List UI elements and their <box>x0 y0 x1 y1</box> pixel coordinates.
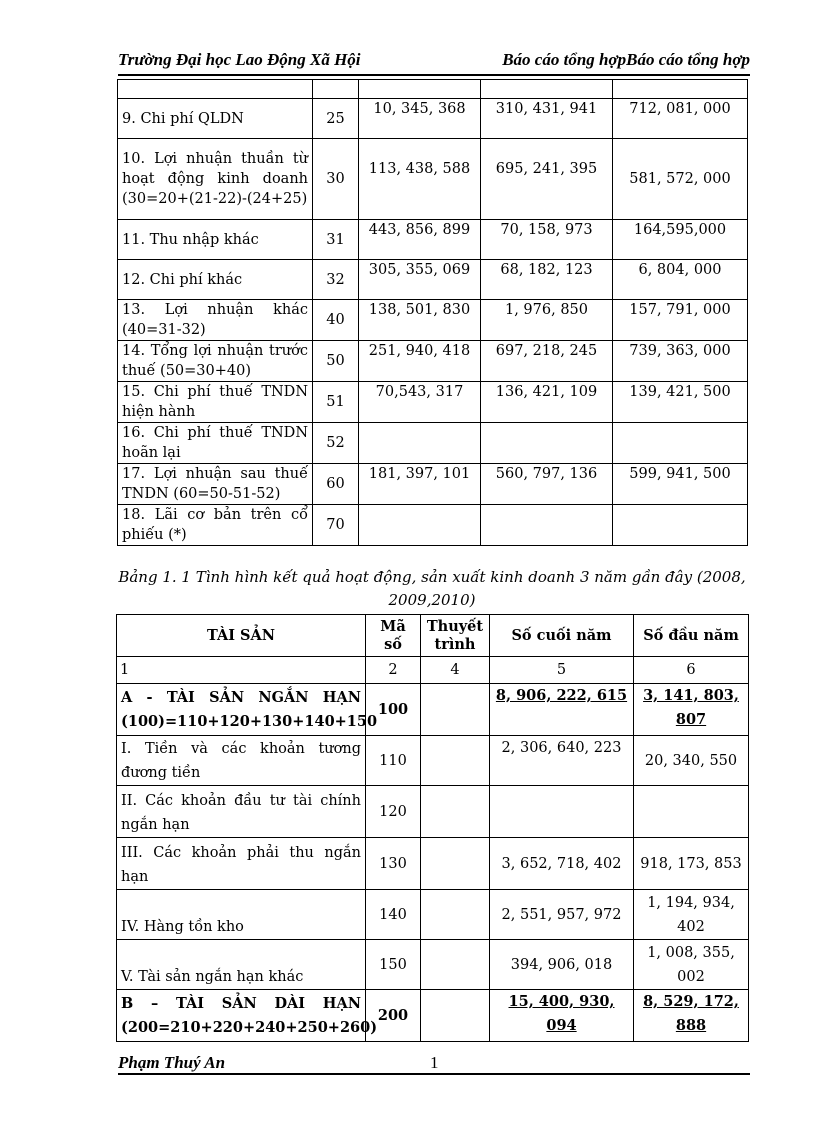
value-2010 <box>613 423 748 464</box>
table-row <box>117 786 749 838</box>
value-2009: 697, 218, 245 <box>481 341 613 382</box>
value-2008: 70,543, 317 <box>359 382 481 423</box>
value-2009: 136, 421, 109 <box>481 382 613 423</box>
value-end: 8, 906, 222, 615 <box>490 684 634 736</box>
row-label: 17. Lợi nhuận sau thuế TNDN (60=50-51-52) <box>118 464 313 505</box>
row-note <box>421 736 490 786</box>
row-label: I. Tiền và các khoản tương đương tiền <box>117 736 366 786</box>
table-row <box>118 99 748 139</box>
author-name: Phạm Thuý An <box>118 1053 226 1072</box>
row-code: 25 <box>313 99 359 139</box>
row-note <box>421 786 490 838</box>
row-label: 12. Chi phí khác <box>118 260 313 300</box>
row-label: 18. Lãi cơ bản trên cổ phiếu (*) <box>118 505 313 546</box>
row-code: 110 <box>366 736 421 786</box>
table-row <box>118 382 748 423</box>
value-2010: 581, 572, 000 <box>613 139 748 220</box>
row-code: 52 <box>313 423 359 464</box>
value-2010: 6, 804, 000 <box>613 260 748 300</box>
value-2009 <box>481 423 613 464</box>
value-2010: 164,595,000 <box>613 220 748 260</box>
column-header-code: Mã số <box>366 615 421 657</box>
table-row <box>117 684 749 736</box>
row-label: 16. Chi phí thuế TNDN hoãn lại <box>118 423 313 464</box>
table-row <box>118 80 748 99</box>
table-row <box>118 423 748 464</box>
value-2009: 70, 158, 973 <box>481 220 613 260</box>
value-2010: 712, 081, 000 <box>613 99 748 139</box>
value-2008: 10, 345, 368 <box>359 99 481 139</box>
row-code: 50 <box>313 341 359 382</box>
value-2009: 560, 797, 136 <box>481 464 613 505</box>
value-end: 15, 400, 930, 094 <box>490 990 634 1042</box>
table-row <box>118 260 748 300</box>
table-row <box>118 139 748 220</box>
row-label: 15. Chi phí thuế TNDN hiện hành <box>118 382 313 423</box>
value-2010: 739, 363, 000 <box>613 341 748 382</box>
value-2008: 251, 940, 418 <box>359 341 481 382</box>
column-header-note: Thuyết trình <box>421 615 490 657</box>
row-code: 100 <box>366 684 421 736</box>
row-code: 140 <box>366 890 421 940</box>
row-label: V. Tài sản ngắn hạn khác <box>117 940 366 990</box>
table-row <box>118 300 748 341</box>
value-2008: 113, 438, 588 <box>359 139 481 220</box>
value-end: 394, 906, 018 <box>490 940 634 990</box>
row-code: 200 <box>366 990 421 1042</box>
row-code: 60 <box>313 464 359 505</box>
table-row <box>117 838 749 890</box>
value-2010: 157, 791, 000 <box>613 300 748 341</box>
report-title: Báo cáo tổng hợpBáo cáo tổng hợp <box>502 50 750 69</box>
row-code: 120 <box>366 786 421 838</box>
row-label: 14. Tổng lợi nhuận trước thuế (50=30+40) <box>118 341 313 382</box>
value-2008: 181, 397, 101 <box>359 464 481 505</box>
row-note <box>421 890 490 940</box>
row-label: 10. Lợi nhuận thuần từ hoạt động kinh doanh (30=20+(21-22)-(24+25) <box>118 139 313 220</box>
value-2010: 139, 421, 500 <box>613 382 748 423</box>
value-end <box>490 786 634 838</box>
value-2009 <box>481 505 613 546</box>
row-label: 9. Chi phí QLDN <box>118 99 313 139</box>
table-row <box>118 341 748 382</box>
row-label: II. Các khoản đầu tư tài chính ngắn hạn <box>117 786 366 838</box>
page-footer <box>118 1053 750 1075</box>
column-header-start: Số đầu năm <box>634 615 749 657</box>
value-2008: 305, 355, 069 <box>359 260 481 300</box>
row-code: 31 <box>313 220 359 260</box>
balance-sheet-table <box>116 614 749 1042</box>
row-code: 150 <box>366 940 421 990</box>
row-note <box>421 990 490 1042</box>
table-row <box>117 990 749 1042</box>
row-code: 40 <box>313 300 359 341</box>
row-note <box>421 684 490 736</box>
row-label: IV. Hàng tồn kho <box>117 890 366 940</box>
row-code: 30 <box>313 139 359 220</box>
row-note <box>421 838 490 890</box>
income-statement-table <box>117 79 748 546</box>
row-label: B – TÀI SẢN DÀI HẠN (200=210+220+240+250+260) <box>117 990 366 1042</box>
table-row <box>118 220 748 260</box>
value-2008 <box>359 505 481 546</box>
row-note <box>421 940 490 990</box>
page-header <box>118 48 750 76</box>
value-end: 2, 551, 957, 972 <box>490 890 634 940</box>
value-2010 <box>613 505 748 546</box>
row-code: 130 <box>366 838 421 890</box>
value-start: 20, 340, 550 <box>634 736 749 786</box>
row-code: 70 <box>313 505 359 546</box>
table-row <box>117 940 749 990</box>
row-label: 11. Thu nhập khác <box>118 220 313 260</box>
value-end: 2, 306, 640, 223 <box>490 736 634 786</box>
university-name: Trường Đại học Lao Động Xã Hội <box>118 50 361 69</box>
table-row <box>118 464 748 505</box>
value-2009: 1, 976, 850 <box>481 300 613 341</box>
value-2008: 138, 501, 830 <box>359 300 481 341</box>
table-header-row <box>117 615 749 657</box>
value-start <box>634 786 749 838</box>
table-row <box>117 890 749 940</box>
value-2009: 310, 431, 941 <box>481 99 613 139</box>
column-index-row: 1 2 4 5 6 <box>117 657 749 684</box>
value-start: 3, 141, 803, 807 <box>634 684 749 736</box>
page-number: 1 <box>430 1053 439 1072</box>
row-label: 13. Lợi nhuận khác (40=31-32) <box>118 300 313 341</box>
row-code: 32 <box>313 260 359 300</box>
table-row <box>118 505 748 546</box>
value-end: 3, 652, 718, 402 <box>490 838 634 890</box>
value-2008 <box>359 423 481 464</box>
value-start: 1, 194, 934, 402 <box>634 890 749 940</box>
row-label: A - TÀI SẢN NGẮN HẠN (100)=110+120+130+140+150 <box>117 684 366 736</box>
column-header-asset: TÀI SẢN <box>117 615 366 657</box>
value-2008: 443, 856, 899 <box>359 220 481 260</box>
value-start: 1, 008, 355, 002 <box>634 940 749 990</box>
column-header-end: Số cuối năm <box>490 615 634 657</box>
table-row <box>117 736 749 786</box>
value-2009: 68, 182, 123 <box>481 260 613 300</box>
row-label: III. Các khoản phải thu ngắn hạn <box>117 838 366 890</box>
value-start: 918, 173, 853 <box>634 838 749 890</box>
row-code: 51 <box>313 382 359 423</box>
value-start: 8, 529, 172, 888 <box>634 990 749 1042</box>
value-2010: 599, 941, 500 <box>613 464 748 505</box>
value-2009: 695, 241, 395 <box>481 139 613 220</box>
table-caption: Bảng 1. 1 Tình hình kết quả hoạt động, sản xuất kinh doanh 3 năm gần đây (2008, 2009,2010) <box>118 568 746 609</box>
